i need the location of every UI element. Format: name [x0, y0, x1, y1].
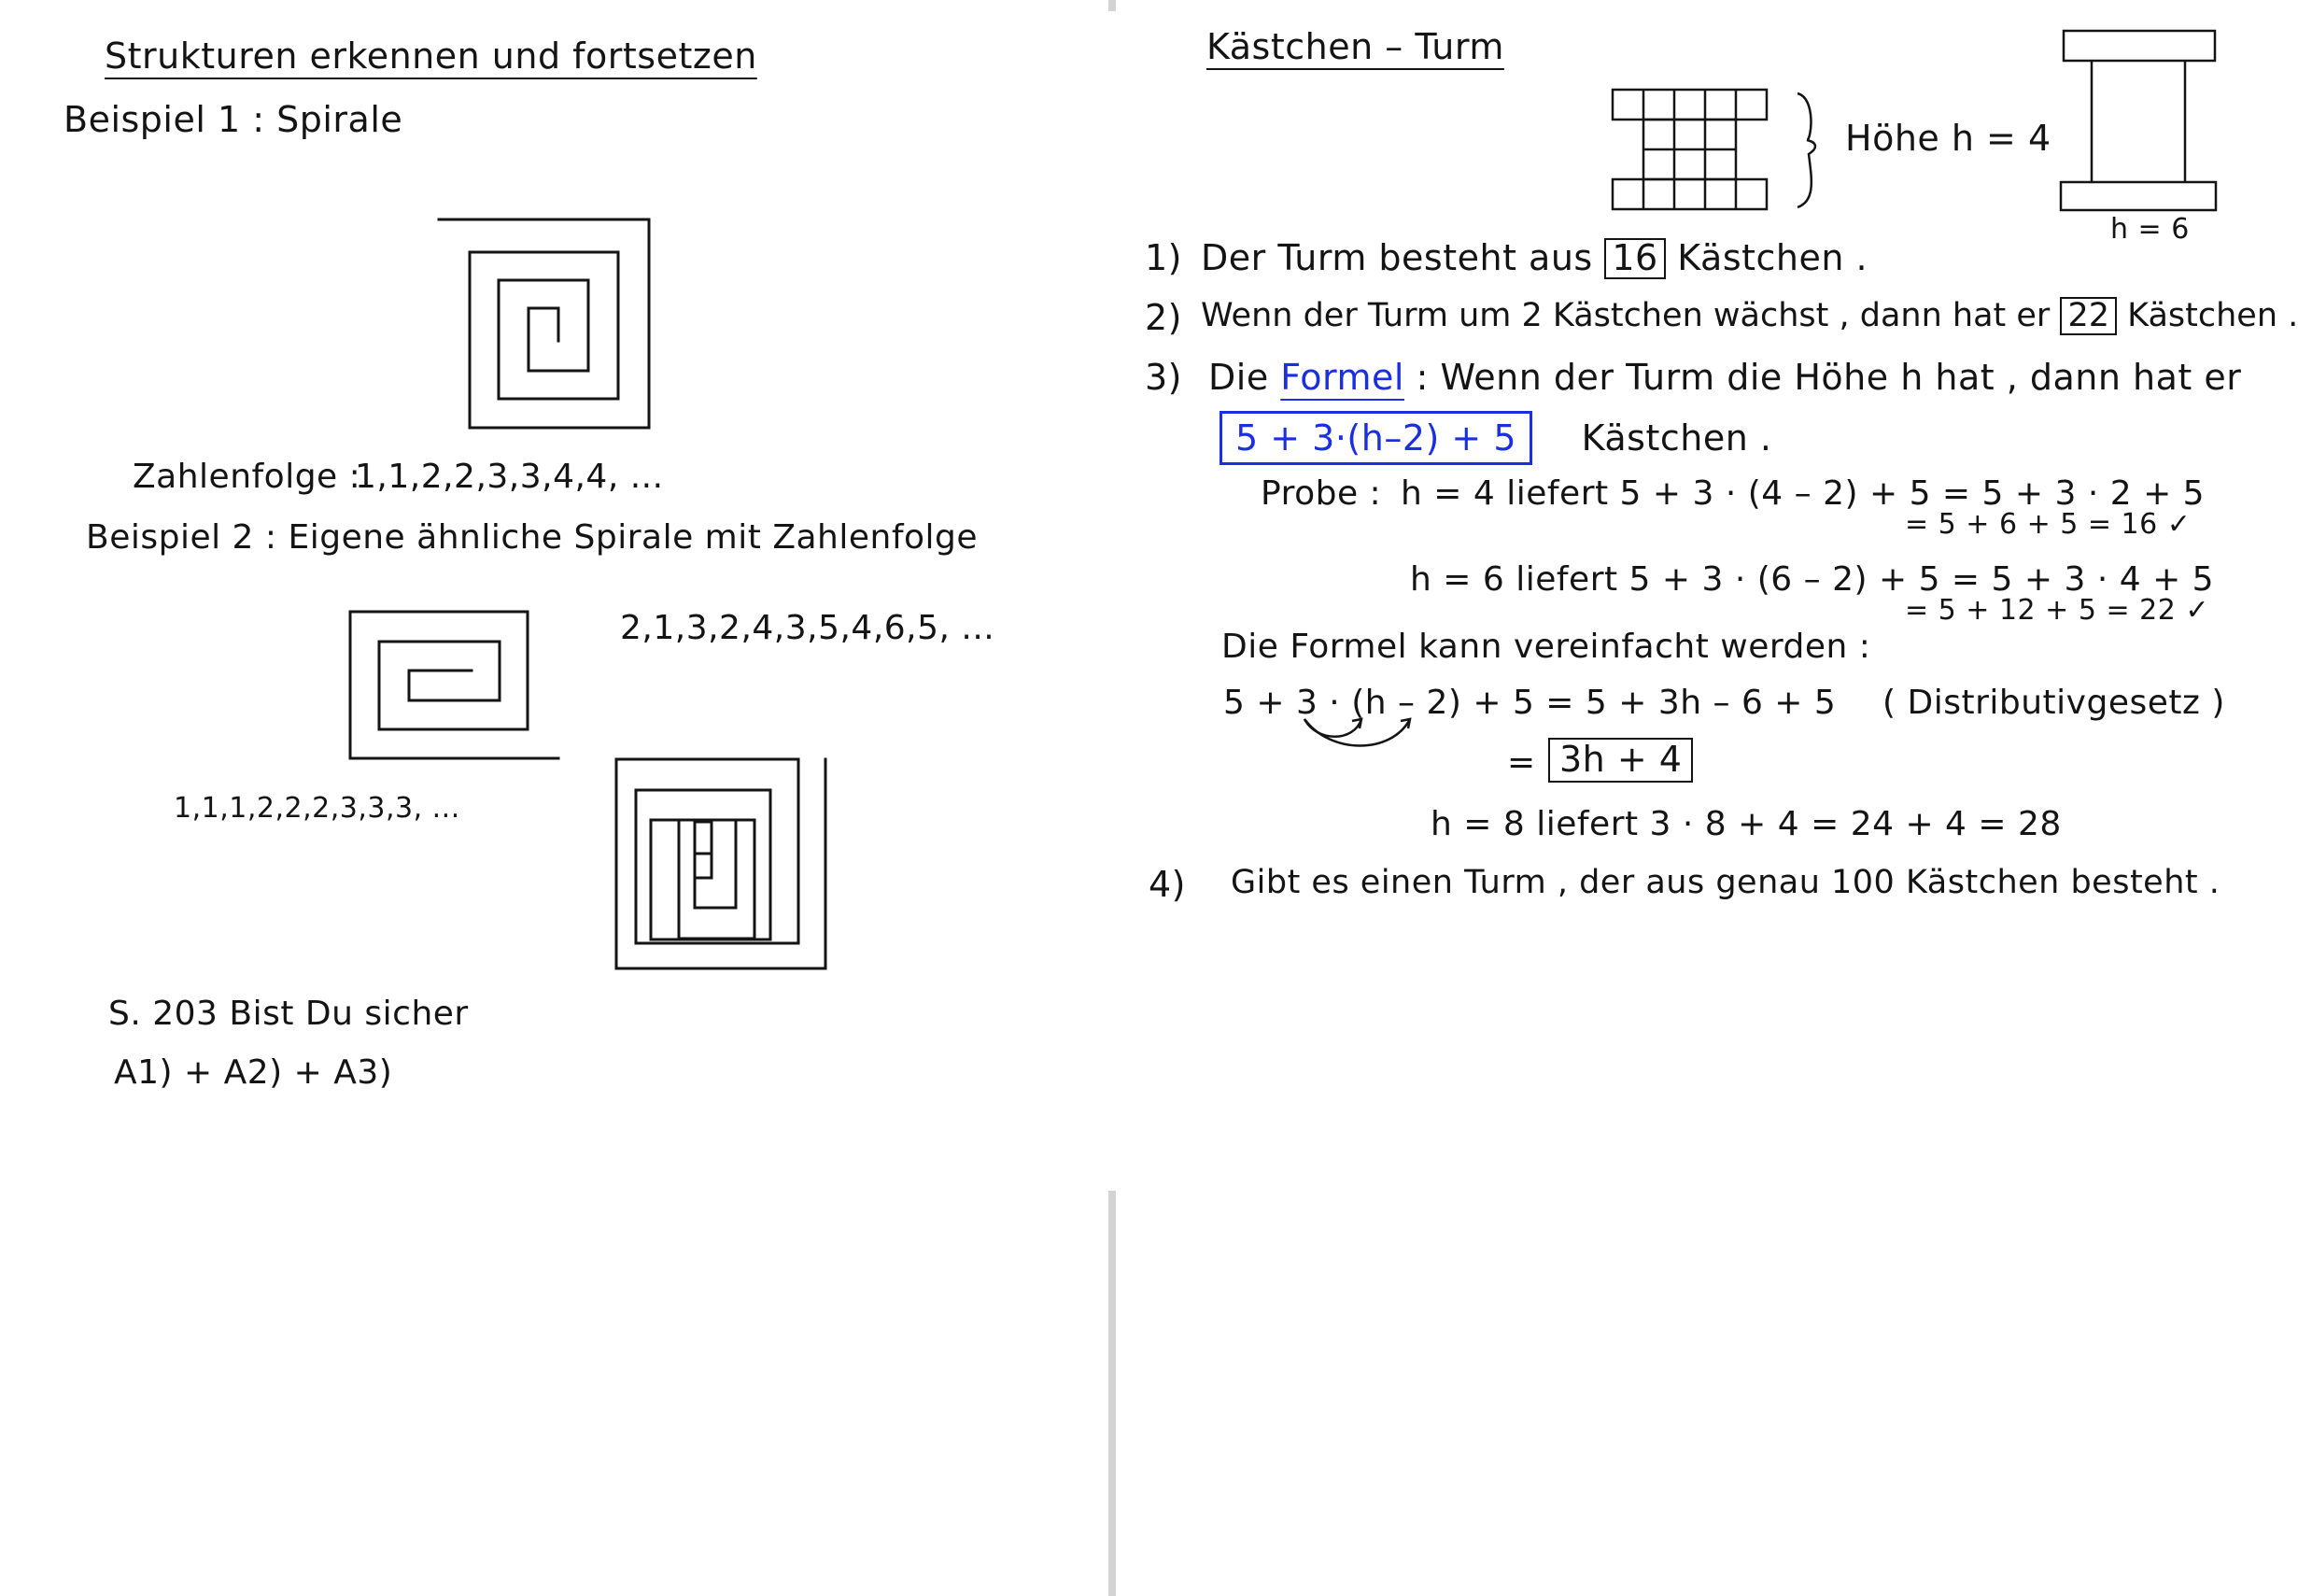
homework-tasks: A1) + A2) + A3) [114, 1053, 393, 1092]
item-1-line [1201, 237, 1868, 279]
probe-2-right: = 5 + 12 + 5 = 22 ✓ [1905, 594, 2209, 627]
right-page-title: Kästchen – Turm [1206, 26, 1504, 67]
tower-h6-label: h = 6 [2110, 213, 2190, 246]
item-4-text: Gibt es einen Turm , der aus genau 100 Kästchen besteht . [1231, 864, 2220, 901]
h8-line: h = 8 liefert 3 · 8 + 4 = 24 + 4 = 28 [1431, 805, 2062, 843]
item-2-line [1201, 297, 2298, 335]
sequence-3-values: 1,1,1,2,2,2,3,3,3, ... [174, 792, 460, 825]
sequence-1-label: Zahlenfolge : [133, 458, 361, 496]
item-1-text-post: Kästchen . [1677, 237, 1868, 278]
tower-outline-h6 [2061, 31, 2216, 210]
example-2-label: Beispiel 2 : Eigene ähnliche Spirale mit Zahlenfolge [86, 518, 979, 557]
item-2-answer-box: 22 [2060, 297, 2117, 335]
example-1-label: Beispiel 1 : Spirale [63, 99, 403, 140]
probe-2-left: h = 6 liefert 5 + 3 · (6 – 2) + 5 = 5 + 3 · 4 + 5 [1410, 560, 2215, 599]
item-1-text-pre: Der Turm besteht aus [1201, 237, 1593, 278]
spiral-example-2a [350, 612, 558, 758]
probe-1-left: h = 4 liefert 5 + 3 · (4 – 2) + 5 = 5 + 3 · 2 + 5 [1401, 474, 2206, 513]
simplify-label: Die Formel kann vereinfacht werden : [1221, 628, 1871, 666]
item-3-text-pre: Die [1208, 357, 1269, 398]
sequence-2-values: 2,1,3,2,4,3,5,4,6,5, ... [620, 609, 995, 647]
simplify-eq-sign: = [1507, 743, 1536, 782]
spiral-example-1 [439, 219, 649, 428]
simplify-note: ( Distributivgesetz ) [1882, 684, 2225, 722]
item-2-text-post: Kästchen . [2127, 297, 2298, 334]
item-3-line [1208, 357, 2241, 398]
formula-line [1219, 411, 1771, 465]
homework-page: S. 203 Bist Du sicher [108, 995, 469, 1033]
probe-1-right: = 5 + 6 + 5 = 16 ✓ [1905, 508, 2192, 541]
formula-box: 5 + 3·(h–2) + 5 [1219, 411, 1532, 465]
page-divider-top [1108, 0, 1116, 11]
item-2-text-pre: Wenn der Turm um 2 Kästchen wächst , dann hat er [1201, 297, 2051, 334]
item-3-number: 3) [1145, 357, 1183, 398]
item-3-text-post: : Wenn der Turm die Höhe h hat , dann hat er [1416, 357, 2242, 398]
item-2-number: 2) [1145, 297, 1183, 338]
formula-post: Kästchen . [1581, 417, 1772, 459]
simplify-line: 5 + 3 · (h – 2) + 5 = 5 + 3h – 6 + 5 [1223, 684, 1837, 722]
probe-label: Probe : [1261, 474, 1382, 513]
spiral-example-2b [616, 759, 825, 968]
page-divider-bottom [1108, 1191, 1116, 1596]
simplify-result-box: 3h + 4 [1548, 738, 1693, 783]
tower-grid-h4 [1613, 90, 1815, 209]
item-1-answer-box: 16 [1604, 238, 1665, 279]
tower-height-label: Höhe h = 4 [1845, 118, 2051, 159]
left-page-title: Strukturen erkennen und fortsetzen [105, 35, 757, 77]
item-1-number: 1) [1145, 237, 1183, 278]
item-4-number: 4) [1149, 864, 1187, 905]
sequence-1-values: 1,1,2,2,3,3,4,4, ... [355, 458, 664, 496]
distribution-arrows [1304, 719, 1410, 746]
simplify-result-line [1548, 738, 1693, 783]
item-3-formel-word: Formel [1280, 357, 1404, 398]
